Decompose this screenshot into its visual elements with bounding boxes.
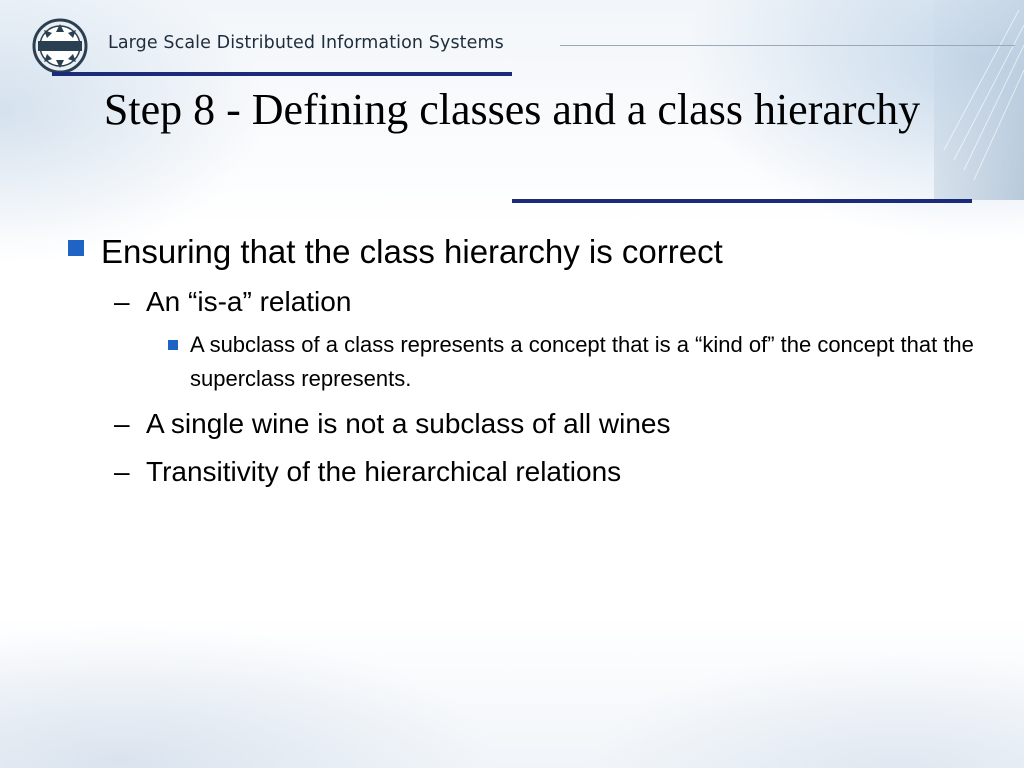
bullet-text: A subclass of a class represents a concept that is a “kind of” the concept that the superclass represents.: [190, 332, 974, 391]
bullet-level-2: [64, 278, 984, 326]
bullet-level-2: [64, 400, 984, 448]
header-divider: [560, 45, 1015, 46]
dash-marker: –: [114, 286, 130, 317]
bullet-text: A single wine is not a subclass of all wines: [146, 408, 671, 439]
title-accent-bar-bottom: [512, 199, 972, 203]
dash-marker: –: [114, 456, 130, 487]
header-title: Large Scale Distributed Information Systems: [108, 33, 504, 53]
title-accent-bar-top: [52, 72, 512, 76]
bullet-level-1: [64, 226, 984, 278]
square-bullet-icon: [68, 240, 84, 256]
bullet-text: Ensuring that the class hierarchy is correct: [101, 233, 723, 270]
bullet-level-2: [64, 448, 984, 496]
slide-content: [64, 226, 984, 496]
dash-marker: –: [114, 408, 130, 439]
square-bullet-icon: [168, 340, 178, 350]
bullet-level-3: [64, 328, 984, 396]
ldis-logo-icon: [32, 18, 88, 74]
bullet-text: Transitivity of the hierarchical relations: [146, 456, 622, 487]
bullet-text: An “is-a” relation: [146, 286, 352, 317]
slide-title: Step 8 - Defining classes and a class hierarchy: [103, 85, 921, 134]
